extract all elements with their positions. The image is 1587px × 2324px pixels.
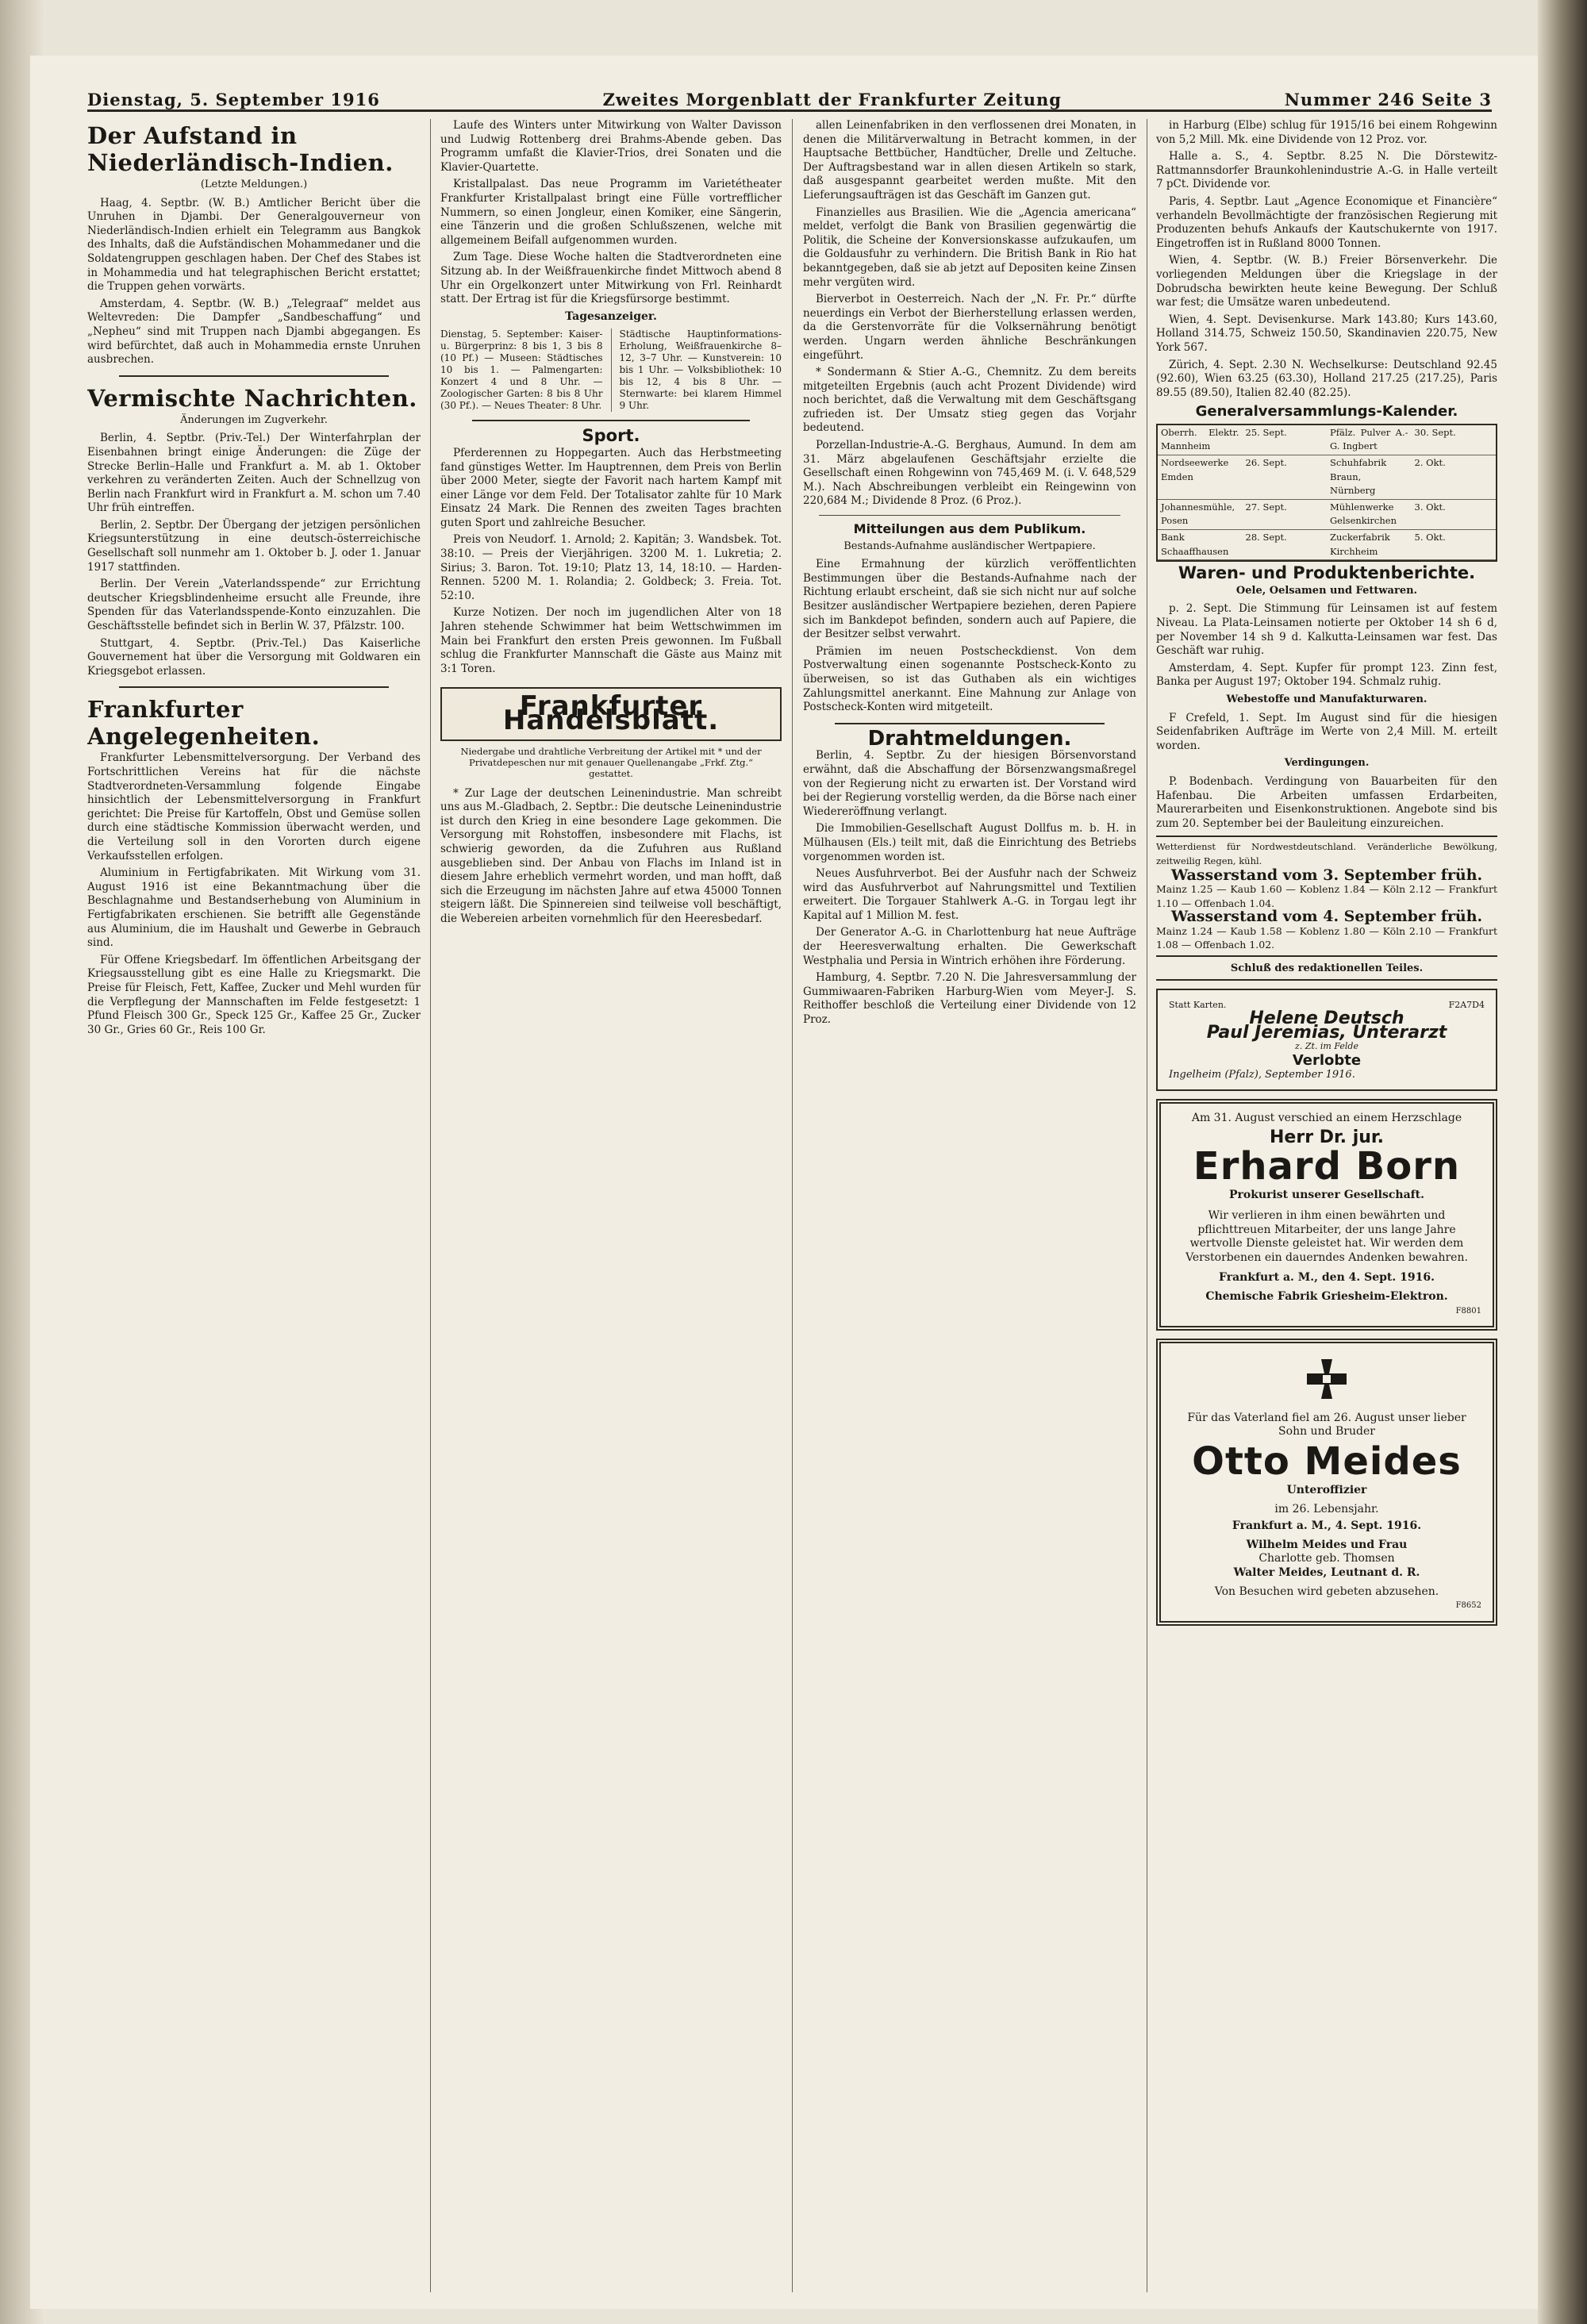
tagesanzeiger-right: Städtische Hauptinformations-Erholung, Weißfrauenkirche 8–12, 3–7 Uhr. — Kunstverein: 10 bis 1 Uhr. — Volksbibliothek: 10 bis 12, 4 bis 8 Uhr. — Sternwarte: bei klarem Himmel 9 Uhr. <box>619 328 782 412</box>
ad-footer: Von Besuchen wird gebeten abzusehen. <box>1214 1585 1439 1598</box>
kalender-row <box>1158 455 1496 500</box>
ad-code: F8801 <box>1455 1306 1481 1316</box>
ad-family: Charlotte geb. Thomsen <box>1258 1552 1395 1565</box>
kalender-cell: Mühlenwerke Gelsenkirchen <box>1330 501 1397 527</box>
divider <box>472 420 750 421</box>
article-paragraph: Berlin. Der Verein „Vaterlandsspende“ zur Errichtung deutscher Kriegsblindenheime ersucht alle Freunde, ihre Spenden für das Vaterlandsspende-Konto einzuzahlen. Die Geschäftsstelle befindet sich in Berlin W. 37, Pfälzstr. 100. <box>87 578 421 633</box>
kalender-cell: 2. Okt. <box>1414 457 1446 469</box>
column-rule <box>792 119 793 2292</box>
divider <box>119 375 389 377</box>
article-paragraph: Neues Ausfuhrverbot. Bei der Ausfuhr nach der Schweiz wird das Ausfuhrverbot auf Nahrungsmittel und Textilien erweitert. Die Torgauer Stahlwerk A.-G. in Torgau legt ihr Kapital auf 1 Million M. fest. <box>803 867 1136 922</box>
ad-text: Wir verlieren in ihm einen bewährten und pflichttreuen Mitarbeiter, der uns lange Jahre wertvolle Dienste geleistet hat. Wir werden dem Verstorbenen ein dauerndes Andenken bewahren. <box>1185 1209 1468 1264</box>
article-paragraph: Frankfurter Lebensmittelversorgung. Der Verband des Fortschrittlichen Vereins hat für die nächste Stadtverordneten-Versammlung folgende Eingabe hinsichtlich der Lebensmittelversorgung in Frankfurt gerichtet: Die Preise für Kartoffeln, Obst und Gemüse sollen durch eine städtische Kommission überwacht werden, und die Verteilung soll in den Vororten durch eigene Verkaufsstellen erfolgen. <box>87 751 421 862</box>
handelsblatt-note: Niedergabe und drahtliche Verbreitung der Artikel mit * und der Privatdepeschen nur mit genauer Quellenangabe „Frkf. Ztg.“ gestattet. <box>460 745 762 779</box>
article-paragraph: Eine Ermahnung der kürzlich veröffentlichten Bestimmungen über die Bestands-Aufnahme nach der Richtung erlaubt erscheint, daß sie sich nicht nur auf solche Besitzer ausländischer Wertpapiere beziehen, deren Papiere sich im Bankdepot befinden, sondern auch auf Papiere, die der Besitzer selbst verwahrt. <box>803 558 1136 641</box>
article-paragraph: Wien, 4. Sept. Devisenkurse. Mark 143.80; Kurs 143.60, Holland 314.75, Schweiz 150.50, Skandinavien 220.75, New York 567. <box>1156 313 1497 354</box>
column-2 <box>440 119 782 2292</box>
masthead-issue: Nummer 246 Seite 3 <box>1284 90 1492 109</box>
column-4 <box>1156 119 1497 2292</box>
subheadline: (Letzte Meldungen.) <box>200 179 308 190</box>
ad-intro: Für das Vaterland fiel am 26. August unser lieber Sohn und Bruder <box>1187 1411 1466 1439</box>
ad-family: Wilhelm Meides und Frau <box>1246 1538 1408 1551</box>
article-paragraph: Preis von Neudorf. 1. Arnold; 2. Kapitän; 3. Wandsbek. Tot. 38:10. — Preis der Vierjährigen. 3200 M. 1. Lukretia; 2. Sirius; 3. Baron. Tot. 19:10; Platz 13, 14, 18:10. — Harden-Rennen. 5200 M. 1. Rolandia; 2. Goldbeck; 3. Freia. Tot. 52:10. <box>440 533 782 602</box>
wasserstand <box>1156 835 1497 957</box>
ad-verlobte: Verlobte <box>1292 1052 1362 1070</box>
ad-intro: Am 31. August verschied an einem Herzschlage <box>1191 1112 1462 1125</box>
article-paragraph: Die Immobilien-Gesellschaft August Dollfus m. b. H. in Mülhausen (Els.) teilt mit, daß die Einrichtung des Betriebs vorgenommen worden ist. <box>803 822 1136 863</box>
article-paragraph: Bierverbot in Oesterreich. Nach der „N. Fr. Pr.“ dürfte neuerdings ein Verbot der Bierherstellung erlassen werden, da die Gerstenvorräte für die Volksernährung benötigt werden. Ungarn werden ähnliche Beschränkungen eingeführt. <box>803 293 1136 362</box>
article-paragraph: F Crefeld, 1. Sept. Im August sind für die hiesigen Seidenfabriken Aufträge im Werte von 2,4 Mill. M. erteilt worden. <box>1156 711 1497 752</box>
kalender-cell: 28. Sept. <box>1245 532 1287 544</box>
kalender-cell: Bank Schaaffhausen <box>1161 532 1229 557</box>
kalender-cell: 5. Okt. <box>1414 532 1446 544</box>
tagesanzeiger-left: Dienstag, 5. September: Kaiser- u. Bürgerprinz: 8 bis 1, 3 bis 8 (10 Pf.) — Museen: Städtisches 10 bis 1. — Palmengarten: Konzert 4 und 8 Uhr. — Zoologischer Garten: 8 bis 8 Uhr (30 Pf.). — Neues Theater: 8 Uhr. <box>440 328 603 412</box>
kalender-row <box>1158 530 1496 560</box>
waren-title: Waren- und Produktenberichte. <box>1178 563 1476 583</box>
iron-cross-icon <box>1304 1356 1350 1402</box>
article-paragraph: Kristallpalast. Das neue Programm im Varietétheater Frankfurter Kristallpalast bringt eine Fülle vortrefflicher Nummern, so einen Jongleur, einen Komiker, eine Sängerin, eine Tänzerin und die großen Schlußszenen, welche mit allgemeinem Beifall aufgenommen wurden. <box>440 178 782 247</box>
article-paragraph: Pferderennen zu Hoppegarten. Auch das Herbstmeeting fand günstiges Wetter. Im Hauptrennen, dem Preis von Berlin über 2000 Meter, siegte der Favorit nach hartem Kampf mit einer Länge vor dem Feld. Der Totalisator zahlte für 10 Mark Einsatz 24 Mark. Die Rennen des zweiten Tages brachten guten Sport und zahlreiche Besucher. <box>440 446 782 529</box>
article-paragraph: * Sondermann & Stier A.-G., Chemnitz. Zu dem bereits mitgeteilten Ergebnis (auch acht Prozent Dividende) wird noch berichtet, daß die Verwaltung mit dem Geschäftsgang zufrieden ist. Der Umsatz stieg gegen das Vorjahr bedeutend. <box>803 366 1136 435</box>
article-paragraph: Wien, 4. Septbr. (W. B.) Freier Börsenverkehr. Die vorliegenden Meldungen über die Kriegslage in der Dobrudscha bewirkten heute keine Bewegung. Der Schluß war fest; die Umsätze waren unbedeutend. <box>1156 254 1497 309</box>
headline-frankfurter: Frankfurter Angelegenheiten. <box>87 696 321 751</box>
article-paragraph: p. 2. Sept. Die Stimmung für Leinsamen ist auf festem Niveau. La Plata-Leinsamen notierte per Oktober 14 sh 6 d, per November 14 sh 9 d. Kalkutta-Leinsamen war fest. Das Geschäft war ruhig. <box>1156 602 1497 658</box>
kalender-table <box>1156 424 1497 562</box>
article-paragraph: Prämien im neuen Postscheckdienst. Von dem Postverwaltung einen sogenannte Postscheck-Konto zu überweisen, so ist das Guthaben als ein wichtiges Zahlungsmittel anerkannt. Eine Mahnung zur Anlage von Postscheck-Konten wird mitgeteilt. <box>803 644 1136 714</box>
masthead-title: Zweites Morgenblatt der Frankfurter Zeitung <box>602 90 1062 109</box>
ad-place: Frankfurt a. M., den 4. Sept. 1916. <box>1219 1271 1435 1285</box>
book-edge <box>1538 0 1587 2324</box>
article-paragraph: Zürich, 4. Sept. 2.30 N. Wechselkurse: Deutschland 92.45 (92.60), Wien 63.25 (63.30), Holland 217.25 (217.25), Paris 89.55 (89.50), Italien 82.40 (82.25). <box>1156 358 1497 399</box>
ad-verlobung <box>1156 989 1497 1092</box>
headline-aufstand: Der Aufstand in Niederländisch-Indien. <box>87 122 394 176</box>
article-paragraph: Zum Tage. Diese Woche halten die Stadtverordneten eine Sitzung ab. In der Weißfrauenkirche findet Mittwoch abend 8 Uhr ein Orgelkonzert unter Mitwirkung von Frl. Reinhardt statt. Der Ertrag ist für die Kriegsfürsorge bestimmt. <box>440 251 782 306</box>
ad-place: Ingelheim (Pfalz), September 1916. <box>1169 1068 1355 1081</box>
handelsblatt-title: Frankfurter Handelsblatt. <box>440 687 782 740</box>
column-1 <box>87 119 421 2292</box>
ad-label: Statt Karten. <box>1169 999 1227 1010</box>
article-paragraph: * Zur Lage der deutschen Leinenindustrie. Man schreibt uns aus M.-Gladbach, 2. Septbr.: Die deutsche Leinenindustrie ist durch den Krieg in eine besondere Lage gekommen. Die Versorgung mit Rohstoffen, insbesondere mit Flachs, ist schwierig geworden, da die Zufuhren aus Rußland ausgeblieben sind. Der Anbau von Flachs im Inland ist in diesem Jahre erheblich vermehrt worden, und man hofft, daß sich die Erzeugung im nächsten Jahre auf etwa 45000 Tonnen steigern läßt. Die Spinnereien sind teilweise voll beschäftigt, die Webereien arbeiten vornehmlich für den Heeresbedarf. <box>440 786 782 925</box>
article-paragraph: Paris, 4. Septbr. Laut „Agence Economique et Financière“ verhandeln Bevollmächtigte der französischen Regierung mit Produzenten behufs Ankaufs der Kautschukernte von 1917. Eingetroffen ist in Rußland 8000 Tonnen. <box>1156 194 1497 250</box>
divider <box>835 723 1105 724</box>
subheadline: Änderungen im Zugverkehr. <box>180 413 328 426</box>
kalender-cell: Nordseewerke Emden <box>1161 457 1229 482</box>
kalender-cell: Pfälz. Pulver A.-G. Ingbert <box>1330 426 1408 452</box>
subheadline: Verdingungen. <box>1284 757 1370 770</box>
mitteilungen-title: Mitteilungen aus dem Publikum. <box>853 521 1086 537</box>
tagesanzeiger <box>440 328 782 412</box>
kalender-row <box>1158 500 1496 530</box>
kalender-cell: Zuckerfabrik Kirchheim <box>1330 532 1390 557</box>
ad-sub: z. Zt. im Felde <box>1295 1041 1358 1052</box>
kalender-cell: 27. Sept. <box>1245 501 1287 513</box>
kalender-cell: Oberrh. Elektr. Mannheim <box>1161 426 1239 452</box>
divider <box>819 515 1120 516</box>
article-paragraph: Hamburg, 4. Septbr. 7.20 N. Die Jahresversammlung der Gummiwaaren-Fabriken Harburg-Wien vom Meyer-J. S. Reithoffer beschloß die Verteilung einer Dividende von 12 Proz. <box>803 971 1136 1027</box>
subheadline: Bestands-Aufnahme ausländischer Wertpapiere. <box>843 540 1096 552</box>
column-3 <box>803 119 1136 2292</box>
wasserstand-text: Mainz 1.24 — Kaub 1.58 — Koblenz 1.80 — Köln 2.10 — Frankfurt 1.08 — Offenbach 1.02. <box>1156 924 1497 951</box>
drahtmeldungen-title: Drahtmeldungen. <box>867 726 1072 751</box>
ad-name: Helene Deutsch <box>1249 1008 1404 1029</box>
schluss-line: Schluß des redaktionellen Teiles. <box>1156 962 1497 981</box>
article-paragraph: Kurze Notizen. Der noch im jugendlichen Alter von 18 Jahren stehende Schwimmer hat beim Wettschwimmen im Main bei Frankfurt den ersten Preis gewonnen. Im Fußball schlug die Frankfurter Mannschaft die Gäste aus Mainz mit 3:1 Toren. <box>440 606 782 675</box>
article-paragraph: Amsterdam, 4. Sept. Kupfer für prompt 123. Zinn fest, Banka per August 197; Oktober 194. Schmalz ruhig. <box>1156 661 1497 689</box>
ad-obituary-meides <box>1156 1339 1497 1626</box>
masthead <box>87 78 1492 112</box>
kalender-row <box>1158 425 1496 455</box>
column-rule <box>611 328 612 412</box>
subheadline: Webestoffe und Manufakturwaren. <box>1226 693 1428 705</box>
wasserstand-head: Wasserstand vom 3. September früh. <box>1170 866 1483 884</box>
kalender-cell: Schuhfabrik Braun, Nürnberg <box>1330 457 1387 497</box>
headline-vermischte: Vermischte Nachrichten. <box>87 384 417 412</box>
ad-age: im 26. Lebensjahr. <box>1274 1502 1379 1515</box>
masthead-date: Dienstag, 5. September 1916 <box>87 90 380 109</box>
ad-role: Prokurist unserer Gesellschaft. <box>1228 1189 1425 1202</box>
ad-name: Otto Meides <box>1192 1439 1462 1484</box>
wasserstand-text: Mainz 1.25 — Kaub 1.60 — Koblenz 1.84 — Köln 2.12 — Frankfurt 1.10 — Offenbach 1.04. <box>1156 883 1497 909</box>
kalender-cell: 3. Okt. <box>1414 501 1446 513</box>
wetter-line: Wetterdienst für Nordwestdeutschland. Veränderliche Bewölkung, zeitweilig Regen, kühl. <box>1156 841 1497 866</box>
article-paragraph: Berlin, 4. Septbr. Zu der hiesigen Börsenvorstand erwähnt, daß die Abschaffung der Börsenzwangsmaßregel von der Regierung nicht zu erwarten ist. Der Vorstand wird bei der Regierung vorstellig werden, da die Börse nach einer Wiedereröffnung verlangt. <box>803 749 1136 818</box>
ad-family: Walter Meides, Leutnant d. R. <box>1233 1565 1420 1579</box>
article-paragraph: Haag, 4. Septbr. (W. B.) Amtlicher Bericht über die Unruhen in Djambi. Der Generalgouverneur von Niederländisch-Indien erhielt ein Telegramm aus Bangkok des Inhalts, daß die Aufständischen Mohammedaner und die Soldatengruppen geschlagen haben. Der Chef des Stabes ist in Mohammedia und hat telegraphischen Bericht erstattet; die Truppen gehen vorwärts. <box>87 196 421 294</box>
article-paragraph: Halle a. S., 4. Septbr. 8.25 N. Die Dörstewitz-Rattmannsdorfer Braunkohlenindustrie A.-G. in Halle verteilt 7 pCt. Dividende vor. <box>1156 150 1497 191</box>
ad-code: F2A7D4 <box>1448 999 1485 1010</box>
article-paragraph: Berlin, 4. Septbr. (Priv.-Tel.) Der Winterfahrplan der Eisenbahnen bringt einige Änderungen: die Züge der Strecke Berlin–Halle und Frankfurt a. M. ab 1. Oktober verkehren zu veränderten Zeiten. Auch der Schnellzug von Berlin nach Frankfurt wird in Frankfurt a. M. schon um 7.40 Uhr früh eintreffen. <box>87 432 421 515</box>
kalender-cell: Johannesmühle, Posen <box>1161 501 1235 527</box>
kalender-cell: 26. Sept. <box>1245 457 1287 469</box>
ad-obituary-born <box>1156 1099 1497 1331</box>
kalender-title: Generalversammlungs-Kalender. <box>1195 403 1458 421</box>
article-paragraph: P. Bodenbach. Verdingung von Bauarbeiten für den Hafenbau. Die Arbeiten umfassen Erdarbeiten, Maurerarbeiten und Eisenkonstruktionen. Angebote sind bis zum 20. September bei der Bauleitung einzureichen. <box>1156 774 1497 830</box>
article-paragraph: Berlin, 2. Septbr. Der Übergang der jetzigen persönlichen Kriegsunterstützung in eine deutsch-österreichische Gesellschaft soll nunmehr am 1. Oktober b. J. oder 1. Januar 1917 stattfinden. <box>87 518 421 574</box>
subheadline: Oele, Oelsamen und Fettwaren. <box>1235 584 1418 597</box>
article-paragraph: Laufe des Winters unter Mitwirkung von Walter Davisson und Ludwig Rottenberg drei Brahms-Abende geben. Das Programm umfaßt die Klavier-Trios, drei Sonaten und die Klavier-Quartette. <box>440 119 782 174</box>
ad-name: Paul Jeremias, Unterarzt <box>1206 1022 1447 1043</box>
column-rule <box>430 119 431 2292</box>
wasserstand-head: Wasserstand vom 4. September früh. <box>1170 908 1483 926</box>
article-paragraph: Stuttgart, 4. Septbr. (Priv.-Tel.) Das Kaiserliche Gouvernement hat über die Versorgung mit Goldwaren ein Kriegsgebot erlassen. <box>87 636 421 678</box>
article-paragraph: Für Offene Kriegsbedarf. Im öffentlichen Arbeitsgang der Kriegsausstellung gibt es eine Halle zu Kriegsmarkt. Die Preise für Fleisch, Fett, Kaffee, Zucker und Mehl wurden für die Verpflegung der Mannschaften im Felde festgesetzt: 1 Pfund Fleisch 300 Gr., Speck 125 Gr., Kaffee 25 Gr., Zucker 30 Gr., Gries 60 Gr., Reis 100 Gr. <box>87 953 421 1036</box>
kalender-cell: 25. Sept. <box>1245 426 1287 438</box>
ad-code: F8652 <box>1455 1601 1481 1611</box>
article-paragraph: Amsterdam, 4. Septbr. (W. B.) „Telegraaf“ meldet aus Weltevreden: Die Dampfer „Sandbeschaffung“ und „Nepheu“ sind mit Truppen nach Djambi abgegangen. Es wird befürchtet, daß auch in Mohammedia ernste Unruhen ausbrechen. <box>87 297 421 367</box>
tagesanzeiger-title: Tagesanzeiger. <box>565 309 657 323</box>
article-paragraph: Porzellan-Industrie-A.-G. Berghaus, Aumund. In dem am 31. März abgelaufenen Geschäftsjahr erzielte die Gesellschaft einen Rohgewinn von 745,469 M. (i. V. 648,529 M.). Nach Abschreibungen verbleibt ein Reingewinn von 220,684 M.; Dividende 8 Proz. (6 Proz.). <box>803 439 1136 508</box>
sport-title: Sport. <box>582 426 640 446</box>
ad-rank: Unteroffizier <box>1286 1483 1367 1496</box>
article-paragraph: Finanzielles aus Brasilien. Wie die „Agencia americana“ meldet, verfolgt die Bank von Brasilien gegenwärtig die Politik, die Scheine der Konversionskasse aufzukaufen, um die Goldausfuhr zu verhindern. Die British Bank in Rio hat bekanntgegeben, daß sie ab jetzt auf Depositen keine Zinsen mehr vergüten wird. <box>803 206 1136 289</box>
divider <box>119 686 389 688</box>
article-paragraph: Aluminium in Fertigfabrikaten. Mit Wirkung vom 31. August 1916 ist eine Bekanntmachung über die Beschlagnahme und Bestandserhebung von Aluminium in Fertigfabrikaten erschienen. Sie betrifft alle Gegenstände aus Aluminium, die im Haushalt und Gewerbe in Gebrauch sind. <box>87 866 421 950</box>
article-paragraph: allen Leinenfabriken in den verflossenen drei Monaten, in denen die Militärverwaltung in Betracht kommen, in der Hauptsache Bettbücher, Handtücher, Drelle und Zeltuche. Der Auftragsbestand war in allen diesen Artikeln so stark, daß ausgespannt gearbeitet werden mußte. Mit den Lieferungsaufträgen ist das Geschäft im Ganzen gut. <box>803 119 1136 202</box>
kalender-cell: 30. Sept. <box>1414 426 1456 438</box>
ad-name: Erhard Born <box>1193 1144 1461 1189</box>
ad-place: Frankfurt a. M., 4. Sept. 1916. <box>1232 1519 1422 1533</box>
article-paragraph: Der Generator A.-G. in Charlottenburg hat neue Aufträge der Heeresverwaltung erhalten. Die Gewerkschaft Westphalia und Persia in Wintrich erhöhen ihre Förderung. <box>803 926 1136 967</box>
ad-company: Chemische Fabrik Griesheim-Elektron. <box>1205 1289 1448 1303</box>
ad-title: Herr Dr. jur. <box>1270 1127 1384 1147</box>
article-paragraph: in Harburg (Elbe) schlug für 1915/16 bei einem Rohgewinn von 5,2 Mill. Mk. eine Dividende von 12 Proz. vor. <box>1156 119 1497 146</box>
